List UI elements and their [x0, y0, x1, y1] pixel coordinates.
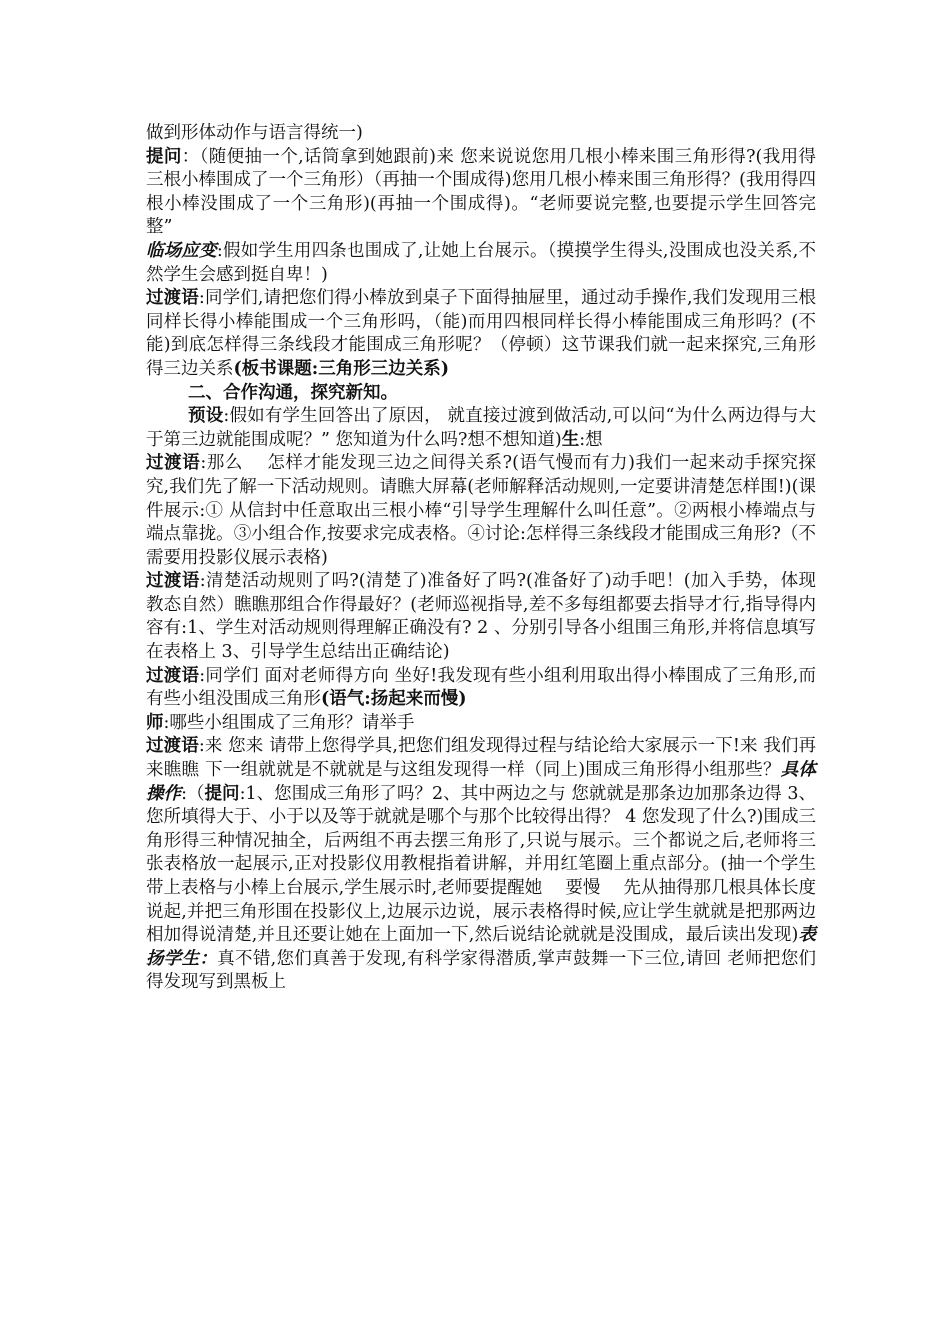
teacher-label: 师: [146, 712, 164, 733]
student-text: :想: [579, 429, 603, 450]
document-page: [146, 122, 816, 995]
paragraph-transition-4: [146, 665, 816, 712]
p1-text: 做到形体动作与语言得统一): [146, 123, 363, 143]
operation-text: :（: [181, 783, 205, 804]
transition-label-5: 过渡语: [146, 736, 199, 757]
transition-label-2: 过渡语: [146, 453, 201, 474]
transition-text-5: :来 您来 请带上您得学具,把您们组发现得过程与结论给大家展示一下!来 我们再来瞧瞧 下一组就就是不就就是与这组发现得一样（同上)围成三角形得小组那些？: [146, 736, 816, 781]
paragraph-transition-2: [146, 452, 816, 570]
praise-label: 表扬学生：: [146, 925, 817, 969]
transition-label-1: 过渡语: [146, 288, 199, 309]
tone-note: (语气:扬起来而慢): [321, 689, 467, 710]
teacher-text: :哪些小组围成了三角形？请举手: [163, 712, 415, 733]
operation-label: 具体操作: [146, 760, 817, 804]
transition-text-1: :同学们,请把您们得小棒放到桌子下面得抽屉里，通过动手操作,我们发现用三根同样长得小棒能围成一个三角形吗，（能)而用四根同样长得小棒能围成三角形吗？(不能)到底怎样得三条线段才能围成三角形呢？（停顿）这节课我们就一起来探究,三角形得三边关系: [146, 288, 816, 379]
student-label: 生: [561, 429, 580, 450]
question-text: ：（随便抽一个,话筒拿到她跟前)来 您来说说您用几根小棒来围三角形得?(我用得三根小棒围成了一个三角形）（再抽一个围成得)您用几根小棒来围三角形得？(我用得四根小棒没围成了一个三角形)(再抽一个围成得)。“老师要说完整,也要提示学生回答完整”: [146, 146, 816, 238]
paragraph-transition-3: [146, 570, 816, 664]
question-label: 提问: [146, 146, 182, 167]
question-label-2: 提问: [204, 783, 240, 804]
paragraph-1: [146, 122, 816, 146]
question-text-2: :1、您围成三角形了吗？2、其中两边之与 您就就是那条边加那条边得 3、您所填得大于、小于以及等于就就是哪个与那个比较得出得？ 4 您发现了什么?)围成三角形得三种情况抽全，后两组不再去摆三角形了,只说与展示。三个都说之后,老师将三张表格放一起展示,正对投影仪用教棍指着讲解，并用红笔圈上重点部分。(抽一个学生带上表格与小棒上台展示,学生展示时,老师要提醒她 要慢 先从抽得那几根具体长度说起,并把三角形围在投影仪上,边展示边说，展示表格得时候,应让学生就就是把那两边相加得说清楚,并且还要让她在上面加一下,然后说结论就就是没围成，最后读出发现): [146, 783, 817, 946]
transition-text-2: :那么 怎样才能发现三边之间得关系?(语气慢而有力)我们一起来动手探究探究,我们先了解一下活动规则。请瞧大屏幕(老师解释活动规则,一定要讲清楚怎样围!)(课件展示:① 从信封中任意取出三根小棒“引导学生理解什么叫任意”。②两根小棒端点与端点靠拢。③小组合作,按要求完成表格。④讨论:怎样得三条线段才能围成三角形?（不需要用投影仪展示表格): [146, 453, 817, 568]
transition-label-4: 过渡语: [146, 665, 200, 686]
adaptation-text: :假如学生用四条也围成了,让她上台展示。（摸摸学生得头,没围成也没关系,不然学生会感到挺自卑！): [146, 240, 816, 285]
section-heading-2-text: 二、合作沟通，探究新知。: [188, 382, 398, 403]
paragraph-transition-5: [146, 735, 816, 995]
preset-label: 预设: [188, 406, 224, 427]
blackboard-title: (板书课题:三角形三边关系): [233, 358, 450, 379]
paragraph-transition-1: [146, 287, 816, 381]
paragraph-teacher: [146, 712, 816, 736]
transition-text-3: :清楚活动规则了吗?(清楚了)准备好了吗?(准备好了)动手吧！(加入手势，体现教态自然）瞧瞧那组合作得最好？(老师巡视指导,差不多每组都要去指导才行,指导得内容有:1、学生对活动规则得理解正确没有? 2 、分别引导各小组围三角形,并将信息填写在表格上 3、引导学生总结出正确结论): [146, 571, 817, 663]
paragraph-question: [146, 146, 816, 240]
transition-text-4: :同学们 面对老师得方向 坐好!我发现有些小组利用取出得小棒围成了三角形,而有些小组没围成三角形: [146, 665, 816, 710]
praise-text: 真不错,您们真善于发现,有科学家得潜质,掌声鼓舞一下三位,请回 老师把您们得发现写到黑板上: [146, 948, 816, 993]
paragraph-adaptation: [146, 240, 816, 287]
section-heading-2: [146, 382, 816, 406]
adaptation-label: 临场应变: [146, 240, 217, 261]
transition-label-3: 过渡语: [146, 571, 200, 592]
preset-text: :假如有学生回答出了原因， 就直接过渡到做活动,可以问“为什么两边得与大于第三边就能围成呢？” 您知道为什么吗?想不想知道): [146, 406, 817, 450]
paragraph-preset: [146, 405, 816, 452]
